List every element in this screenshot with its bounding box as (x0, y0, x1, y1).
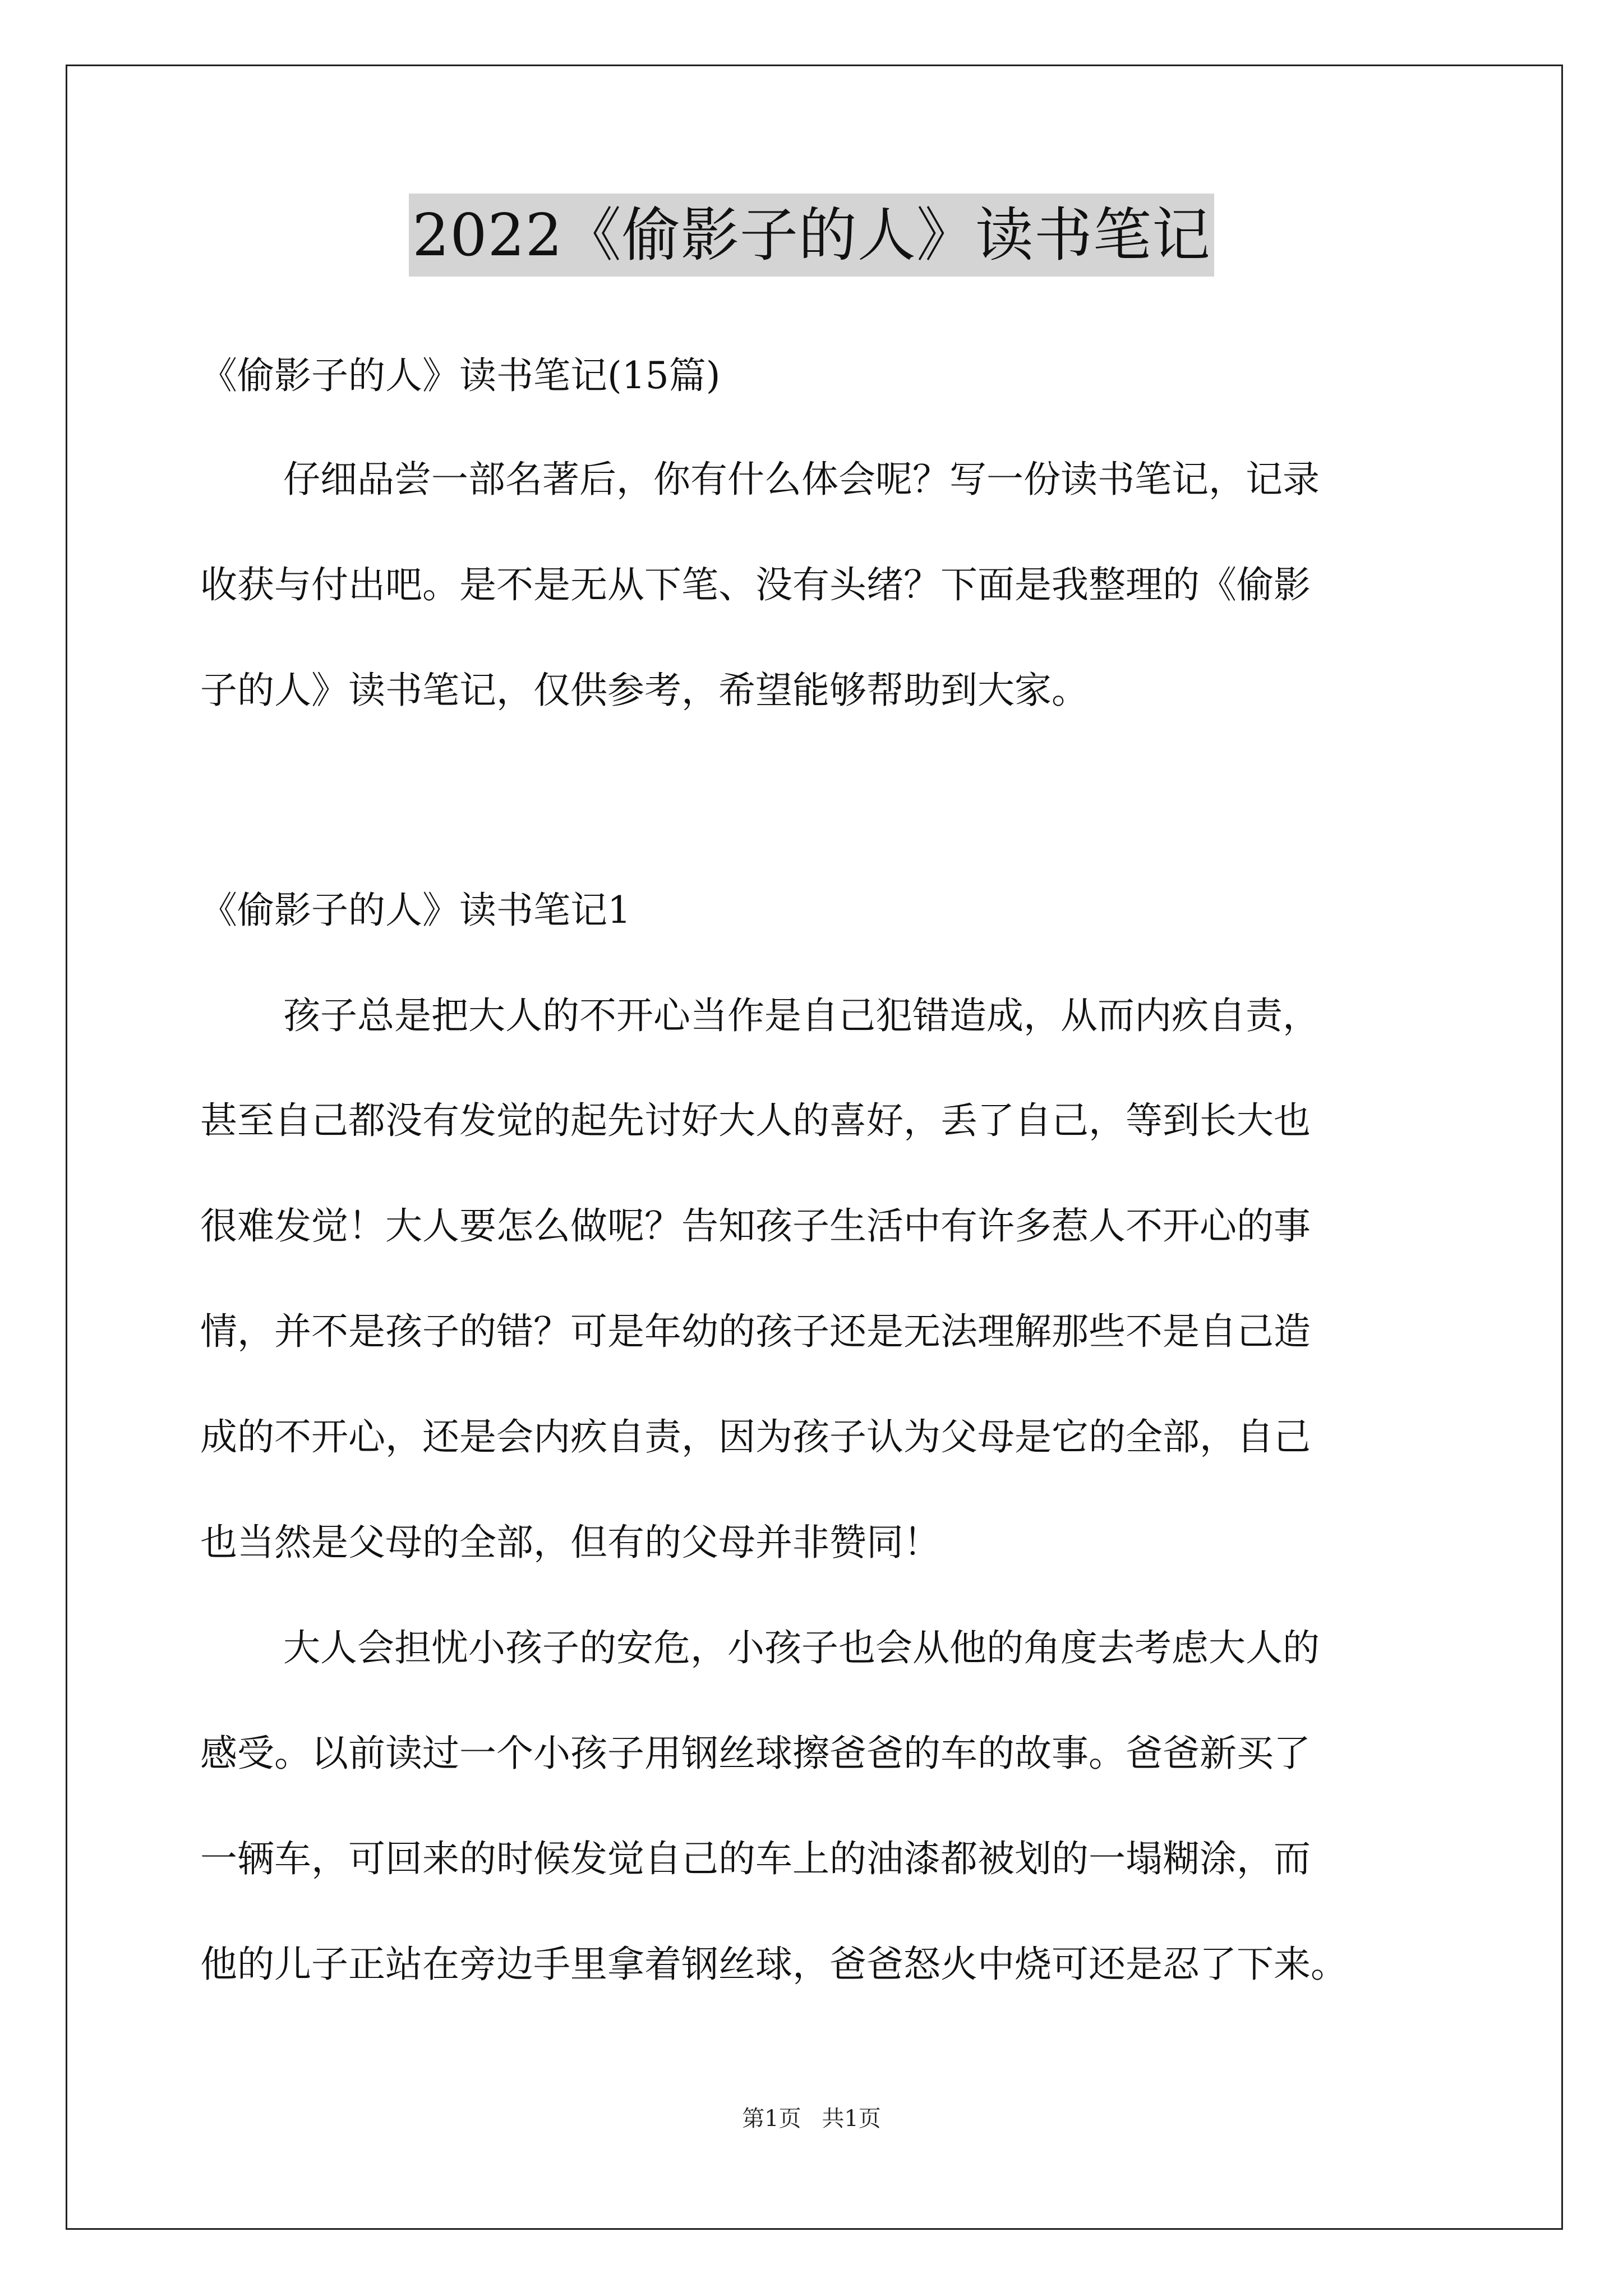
title-container (0, 194, 1623, 277)
page-total: 共1页 (822, 2106, 881, 2132)
paragraph-line: 一辆车，可回来的时候发觉自己的车上的油漆都被划的一塌糊涂，而 (200, 1837, 1311, 1880)
intro-line: 收获与付出吧。是不是无从下笔、没有头绪？下面是我整理的《偷影 (200, 563, 1311, 606)
section-heading: 《偷影子的人》读书笔记1 (200, 889, 631, 932)
paragraph-line: 成的不开心，还是会内疚自责，因为孩子认为父母是它的全部，自己 (200, 1415, 1311, 1458)
paragraph-line: 情，并不是孩子的错？可是年幼的孩子还是无法理解那些不是自己造 (200, 1310, 1311, 1353)
paragraph-line: 他的儿子正站在旁边手里拿着钢丝球，爸爸怒火中烧可还是忍了下来。 (200, 1943, 1348, 1986)
intro-line: 仔细品尝一部名著后，你有什么体会呢？写一份读书笔记，记录 (283, 458, 1320, 501)
intro-line: 子的人》读书笔记，仅供参考，希望能够帮助到大家。 (200, 669, 1089, 712)
paragraph-line: 孩子总是把大人的不开心当作是自己犯错造成，从而内疚自责， (283, 994, 1320, 1037)
paragraph-line: 感受。以前读过一个小孩子用钢丝球擦爸爸的车的故事。爸爸新买了 (200, 1732, 1311, 1775)
page-number: 第1页 (742, 2106, 801, 2132)
paragraph-line: 大人会担忧小孩子的安危，小孩子也会从他的角度去考虑大人的 (283, 1626, 1320, 1669)
paragraph-line: 甚至自己都没有发觉的起先讨好大人的喜好，丢了自己，等到长大也 (200, 1099, 1311, 1142)
paragraph-line: 也当然是父母的全部，但有的父母并非赞同！ (200, 1521, 940, 1564)
document-title: 2022《偷影子的人》读书笔记 (409, 194, 1214, 277)
paragraph-line: 很难发觉！大人要怎么做呢？告知孩子生活中有许多惹人不开心的事 (200, 1204, 1311, 1248)
document-subtitle: 《偷影子的人》读书笔记(15篇) (200, 354, 721, 397)
page-footer (0, 2101, 1623, 2133)
